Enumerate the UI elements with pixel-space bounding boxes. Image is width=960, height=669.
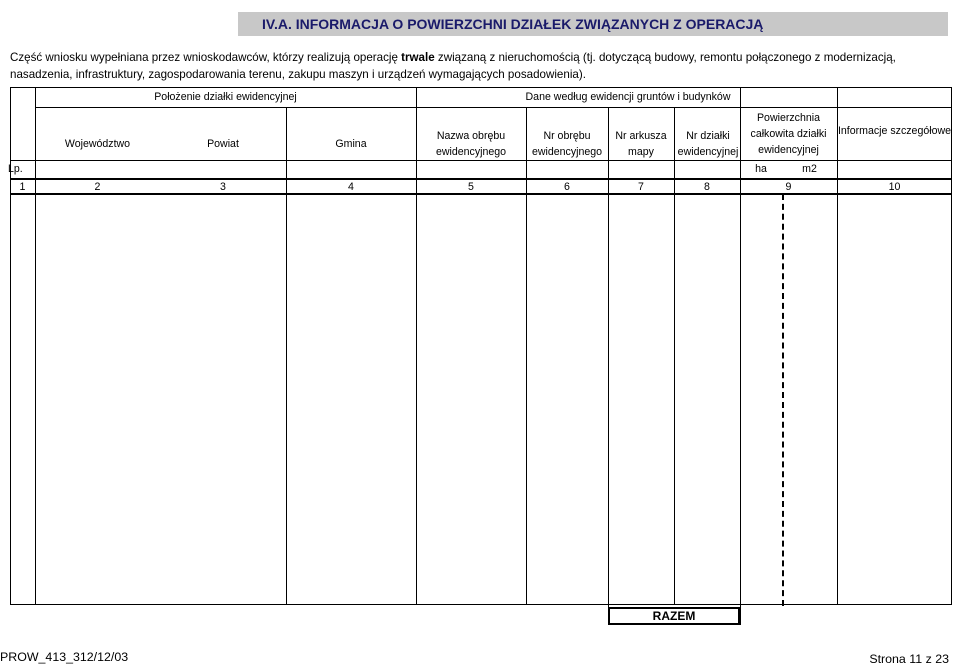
- col-nazwa-obrebu: Nazwa obrębu ewidencyjnego: [435, 129, 507, 158]
- col-powiat: Powiat: [207, 137, 239, 150]
- vline-powierzchnia: [837, 87, 838, 605]
- col-gmina: Gmina: [335, 137, 367, 150]
- group-registry: Dane według ewidencji gruntów i budynków: [525, 91, 731, 103]
- col-num-8: 8: [704, 181, 710, 193]
- form-code: PROW_413_312/12/03: [0, 650, 129, 664]
- group-location: Położenie działki ewidencyjnej: [154, 91, 297, 103]
- col-lp: Lp.: [8, 163, 23, 175]
- col-informacje: Informacje szczegółowe: [837, 125, 952, 137]
- razem-label: RAZEM: [608, 607, 740, 625]
- col-num-5: 5: [468, 181, 474, 193]
- intro-bold: trwale: [401, 51, 435, 64]
- intro-text: [10, 49, 955, 83]
- section-title-bar: [238, 12, 948, 36]
- unit-m2: m2: [802, 163, 817, 175]
- section-title: IV.A. INFORMACJA O POWIERZCHNI DZIAŁEK ZWIĄZANYCH Z OPERACJĄ: [262, 16, 764, 32]
- col-nr-arkusza: Nr arkusza mapy: [615, 129, 667, 158]
- intro-part1: Część wniosku wypełniana przez wnioskodawców, którzy realizują operację: [10, 51, 402, 64]
- vline-location-end: [416, 87, 417, 605]
- col-num-3: 3: [220, 181, 226, 193]
- unit-ha: ha: [755, 163, 767, 175]
- col-nr-dzialki: Nr działki ewidencyjnej: [677, 129, 739, 158]
- col-num-2: 2: [94, 181, 101, 193]
- col-num-6: 6: [564, 181, 570, 193]
- col-nr-obrebu: Nr obrębu ewidencyjnego: [531, 129, 603, 158]
- col-wojewodztwo: Województwo: [64, 137, 131, 150]
- col-num-9: 9: [785, 181, 792, 193]
- page-number: Strona 11 z 23: [869, 652, 949, 666]
- ha-m2-divider: [782, 194, 784, 606]
- col-num-4: 4: [348, 181, 354, 193]
- col-num-1: 1: [19, 181, 26, 193]
- plots-table: [10, 87, 952, 626]
- col-num-7: 7: [638, 181, 644, 193]
- intro-part2: związaną z nieruchomością (tj. dotyczącą budowy, remontu połączonego z modernizacją, nasadzenia, infrastruktury, zagospodarowania terenu, zakupu maszyn i urządzeń wymagających posadowienia).: [10, 51, 896, 81]
- col-powierzchnia: Powierzchnia całkowita działki ewidencyjnej: [750, 111, 827, 156]
- col-num-10: 10: [888, 181, 901, 193]
